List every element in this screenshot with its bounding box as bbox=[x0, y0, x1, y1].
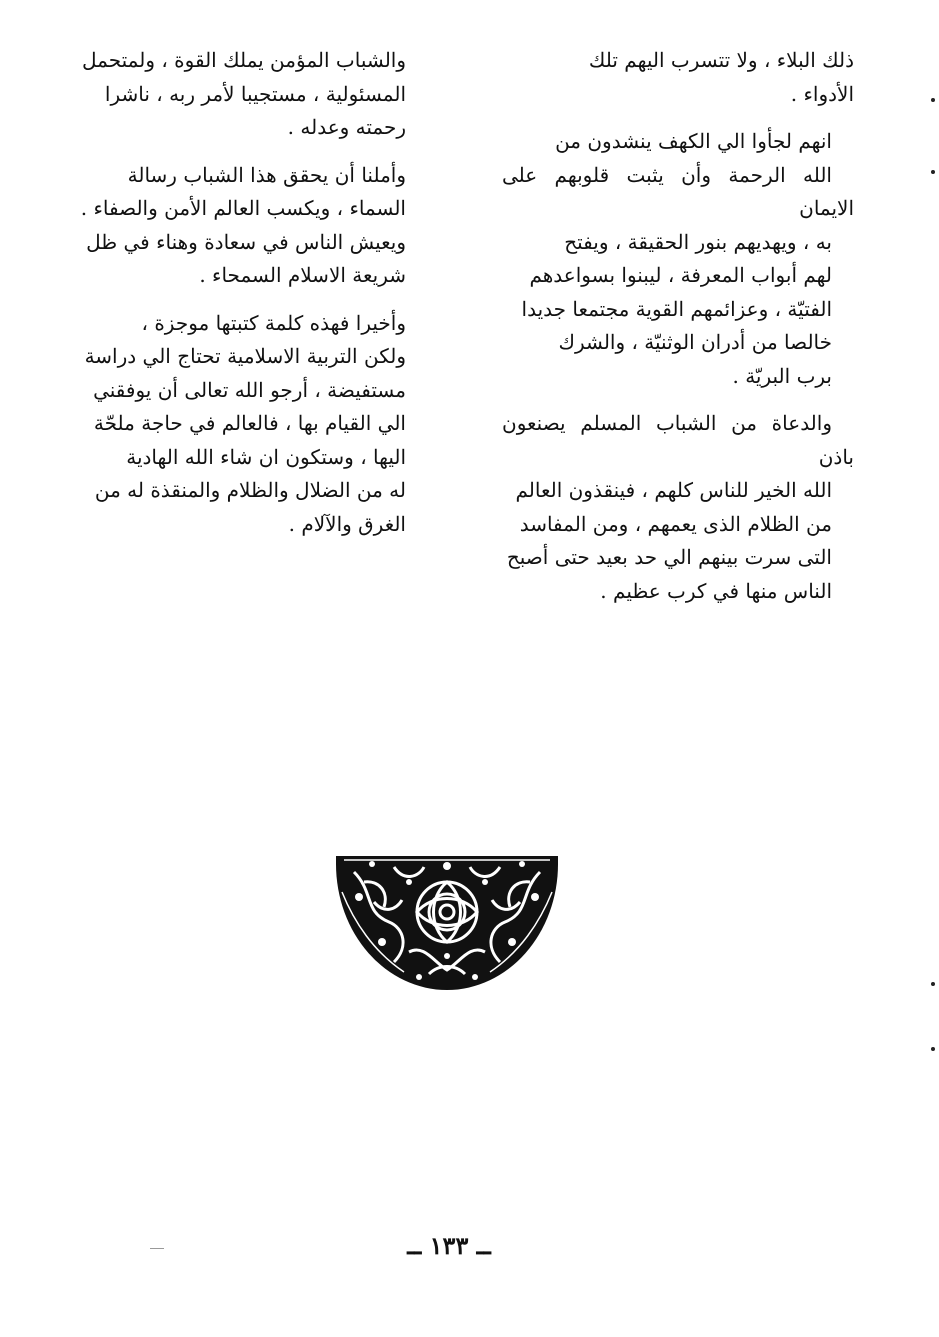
text-line: وأملنا أن يحقق هذا الشباب رسالة bbox=[127, 162, 406, 187]
scan-speck bbox=[150, 1248, 164, 1249]
left-text-column bbox=[74, 44, 428, 555]
text-line: التى سرت بينهم الي حد بعيد حتى أصبح bbox=[506, 545, 832, 569]
text-line: خالصا من أدران الوثنيّة ، والشرك bbox=[558, 330, 832, 354]
paragraph bbox=[502, 407, 854, 608]
paragraph bbox=[74, 44, 428, 145]
right-text-column bbox=[502, 44, 854, 622]
text-line: شريعة الاسلام السمحاء . bbox=[199, 263, 406, 287]
text-line: الله الرحمة وأن يثبت قلوبهم على الايمان bbox=[502, 162, 854, 220]
text-line: ويعيش الناس في سعادة وهناء في ظل bbox=[86, 229, 406, 254]
text-line: لهم أبواب المعرفة ، ليبنوا بسواعدهم bbox=[529, 263, 832, 287]
text-line: اليها ، وستكون ان شاء الله الهادية bbox=[126, 444, 406, 469]
scan-speck bbox=[931, 1047, 935, 1051]
text-line: السماء ، ويكسب العالم الأمن والصفاء . bbox=[80, 196, 406, 220]
scan-speck bbox=[931, 982, 935, 986]
scan-speck bbox=[931, 98, 935, 102]
text-line: ولكن التربية الاسلامية تحتاج الي دراسة bbox=[84, 344, 406, 368]
text-line: به ، ويهديهم بنور الحقيقة ، ويفتح bbox=[564, 229, 832, 254]
paragraph bbox=[74, 159, 428, 293]
paragraph bbox=[502, 44, 854, 111]
text-line: الغرق والآلام . bbox=[288, 511, 406, 536]
text-line: رحمته وعدله . bbox=[287, 115, 406, 139]
arabesque-ornament-icon bbox=[334, 852, 560, 992]
scan-speck bbox=[931, 170, 935, 174]
paragraph bbox=[502, 125, 854, 393]
text-line: مستفيضة ، أرجو الله تعالى أن يوفقني bbox=[93, 377, 406, 402]
text-line: والشباب المؤمن يملك القوة ، ولمتحمل bbox=[82, 48, 406, 72]
text-line: والدعاة من الشباب المسلم يصنعون باذن bbox=[502, 411, 854, 469]
page-number: ــ ١٣٣ ــ bbox=[407, 1231, 491, 1260]
text-line: وأخيرا فهذه كلمة كتبتها موجزة ، bbox=[141, 310, 406, 335]
paragraph bbox=[74, 307, 428, 542]
text-line: ذلك البلاء ، ولا تتسرب اليهم تلك bbox=[588, 48, 854, 72]
text-line: له من الضلال والظلام والمنقذة له من bbox=[94, 478, 406, 502]
text-line: الله الخير للناس كلهم ، فينقذون العالم bbox=[515, 478, 832, 502]
text-line: المسئولية ، مستجيبا لأمر ربه ، ناشرا bbox=[104, 81, 406, 106]
text-line: انهم لجأوا الي الكهف ينشدون من bbox=[555, 129, 832, 153]
text-line: الي القيام بها ، فالعالم في حاجة ملحّة bbox=[93, 411, 406, 435]
text-line: برب البريّة . bbox=[732, 363, 832, 388]
text-line: الناس منها في كرب عظيم . bbox=[600, 578, 832, 603]
text-line: الفتيّة ، وعزائمهم القوية مجتمعا جديدا bbox=[521, 296, 832, 321]
text-line: من الظلام الذى يعمهم ، ومن المفاسد bbox=[519, 511, 832, 536]
text-line: الأدواء . bbox=[790, 81, 854, 106]
